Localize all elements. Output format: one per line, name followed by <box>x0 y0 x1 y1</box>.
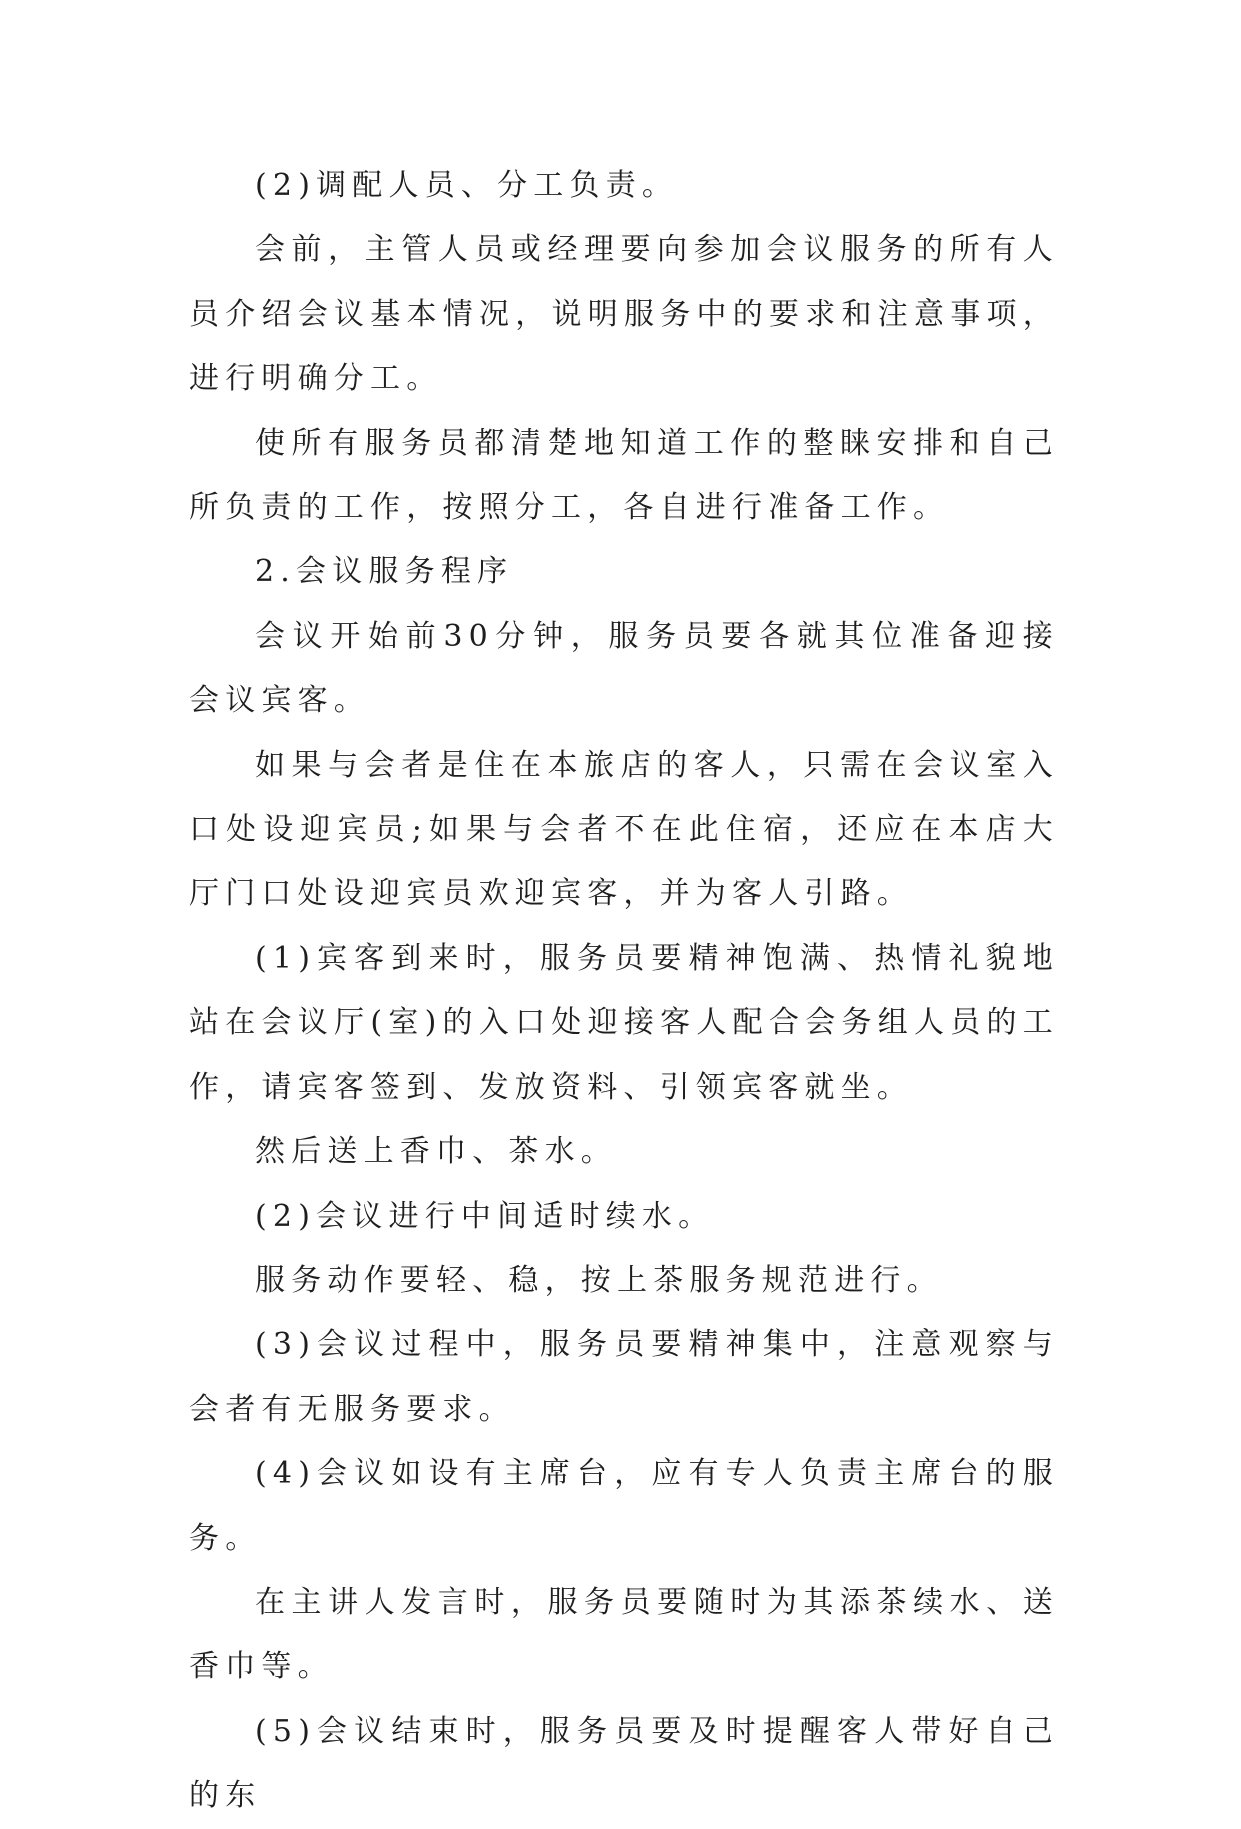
section-heading: 2.会议服务程序 <box>255 554 514 590</box>
paragraph: 服务动作要轻、稳，按上茶服务规范进行。 <box>255 1262 943 1298</box>
paragraph: 会前，主管人员或经理要向参加会议服务的所有人员介绍会议基本情况，说明服务中的要求和注意事项，进行明确分工。 <box>189 232 1059 397</box>
paragraph: (4)会议如设有主席台，应有专人负责主席台的服务。 <box>189 1456 1059 1556</box>
paragraph: 如果与会者是住在本旅店的客人，只需在会议室入口处设迎宾员;如果与会者不在此住宿，还应在本店大厅门口处设迎宾员欢迎宾客，并为客人引路。 <box>189 747 1059 912</box>
paragraph: (2)调配人员、分工负责。 <box>255 168 679 203</box>
paragraph: 使所有服务员都清楚地知道工作的整睐安排和自己所负责的工作，按照分工，各自进行准备工作。 <box>189 425 1059 526</box>
paragraph: 然后送上香巾、茶水。 <box>255 1134 617 1170</box>
paragraph: (1)宾客到来时，服务员要精神饱满、热情礼貌地站在会议厅(室)的入口处迎接客人配合会务组人员的工作，请宾客签到、发放资料、引领宾客就坐。 <box>189 940 1059 1105</box>
paragraph: 在主讲人发言时，服务员要随时为其添茶续水、送香巾等。 <box>189 1584 1059 1685</box>
paragraph: 会议开始前30分钟，服务员要各就其位准备迎接会议宾客。 <box>189 618 1059 719</box>
paragraph: (2)会议进行中间适时续水。 <box>255 1198 715 1234</box>
document-body <box>189 154 1059 1829</box>
paragraph: (5)会议结束时，服务员要及时提醒客人带好自己的东 <box>189 1713 1059 1814</box>
paragraph: (3)会议过程中，服务员要精神集中，注意观察与会者有无服务要求。 <box>189 1327 1059 1427</box>
